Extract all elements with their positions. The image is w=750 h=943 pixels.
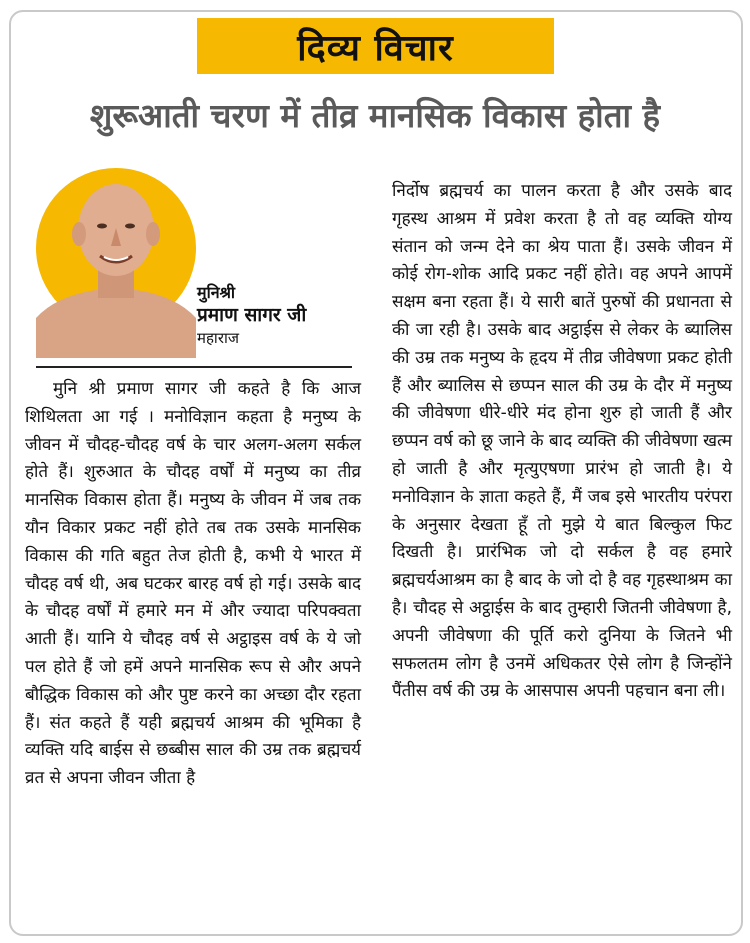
article-column-left bbox=[25, 376, 361, 793]
author-byline bbox=[197, 283, 306, 349]
author-title: मुनिश्री bbox=[197, 283, 236, 302]
author-suffix: महाराज bbox=[197, 329, 239, 347]
article-paragraph: मुनि श्री प्रमाण सागर जी कहते है कि आज शिथिलता आ गई । मनोविज्ञान कहता है मनुष्य के जीवन में चौदह-चौदह वर्ष के चार अलग-अलग सर्कल होते हैं। शुरुआत के चौदह वर्षों में मनुष्य का तीव्र मानसिक विकास होता हैं। मनुष्य के जीवन में जब तक यौन विकार प्रकट नहीं होते तब तक उसके मानसिक विकास की गति बहुत तेज होती है, कभी ये भारत में चौदह वर्ष थी, अब घटकर बारह वर्ष हो गई। उसके बाद के चौदह वर्षों में हमारे मन में और ज्यादा परिपक्वता आती हैं। यानि ये चौदह वर्ष से अट्ठाइस वर्ष के ये जो पल होते हैं जो हमें अपने मानसिक रूप से और अपने बौद्धिक विकास को और पुष्ट करने का अच्छा दौर रहता हैं। संत कहते हैं यही ब्रह्मचर्य आश्रम की भूमिका है व्यक्ति यदि बाईस से छब्बीस साल की उम्र तक ब्रह्मचर्य व्रत से अपना जीवन जीता है bbox=[25, 379, 361, 789]
section-banner: दिव्य विचार bbox=[197, 18, 554, 74]
author-name: प्रमाण सागर जी bbox=[197, 304, 307, 326]
author-portrait bbox=[36, 168, 196, 358]
author-photo-icon bbox=[36, 168, 196, 358]
article-paragraph: निर्दोष ब्रह्मचर्य का पालन करता है और उसके बाद गृहस्थ आश्रम में प्रवेश करता है तो वह व्यक्ति योग्य संतान को जन्म देने का श्रेय पाता हैं। उसके जीवन में कोई रोग-शोक आदि प्रकट नहीं होते। वह अपने आपमें सक्षम बना रहता हैं। ये सारी बातें पुरुषों की प्रधानता से की जा रही है। उसके बाद अट्ठाईस से लेकर के ब्यालिस की उम्र तक मनुष्य के हृदय में तीव्र जीवेषणा प्रकट होती हैं और ब्यालिस से छप्पन साल की उम्र के दौर में मनुष्य की जीवेषणा धीरे-धीरे मंद होना शुरु हो जाती हैं और छप्पन वर्ष को छू जाने के बाद व्यक्ति की जीवेषणा खत्म हो जाती है और मृत्युएषणा प्रारंभ हो जाती है। ये मनोविज्ञान के ज्ञाता कहते हैं, मैं जब इसे भारतीय परंपरा के अनुसार देखता हूँ तो मुझे ये बात बिल्कुल फिट दिखती है। प्रारंभिक जो दो सर्कल है वह हमारे ब्रह्मचर्यआश्रम का है बाद के जो दो है वह गृहस्थाश्रम का है। चौदह से अट्ठाईस के बाद तुम्हारी जितनी जीवेषणा है, अपनी जीवेषणा की पूर्ति करो दुनिया के जितने भी सफलतम लोग है उनमें अधिकतर ऐसे लोग है जिन्होंने पैंतीस वर्ष की उम्र के आसपास अपनी पहचान बना ली। bbox=[392, 181, 732, 702]
article-headline: शुरूआती चरण में तीव्र मानसिक विकास होता है bbox=[89, 96, 661, 135]
byline-divider bbox=[36, 366, 352, 368]
article-column-right bbox=[392, 178, 732, 706]
